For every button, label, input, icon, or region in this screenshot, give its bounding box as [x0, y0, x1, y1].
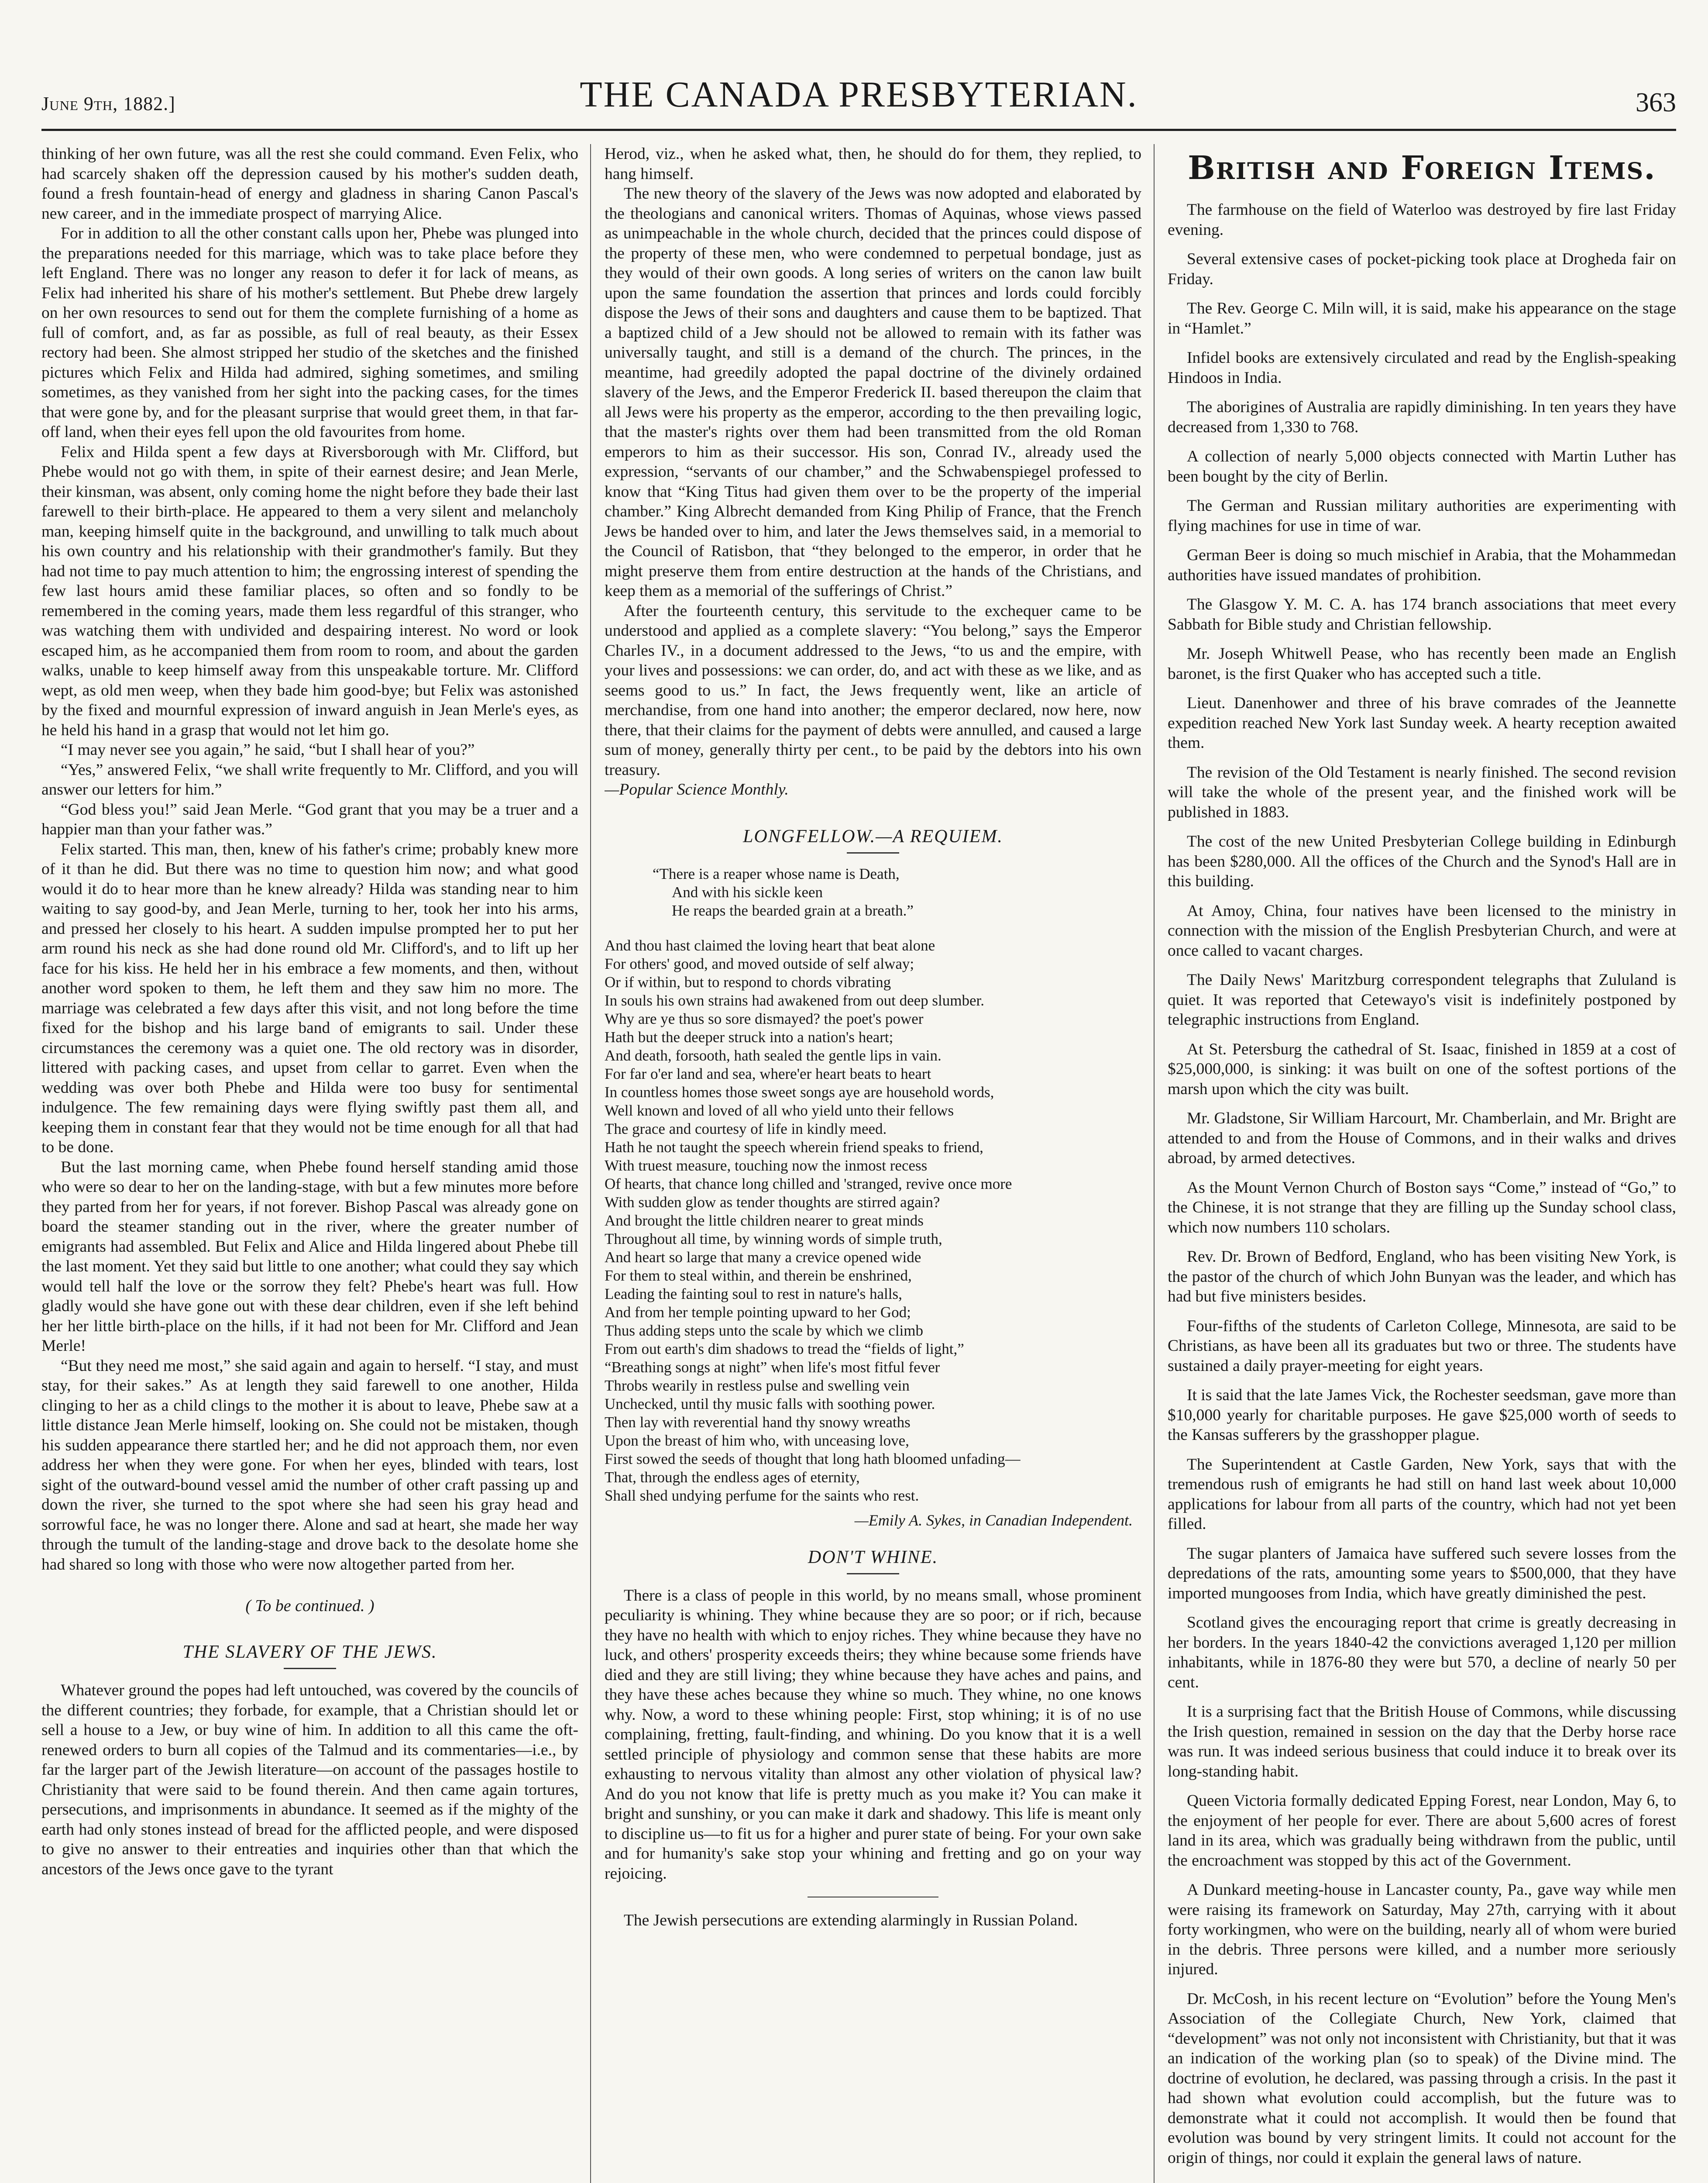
poem-line: Why are ye thus so sore dismayed? the poet's power: [605, 1010, 924, 1027]
article-paragraph: After the fourteenth century, this servitude to the exchequer came to be understood and applied as a complete slavery: “You belong,” says the Emperor Charles IV., in a document addressed to the Jews, “to us and the empire, with your lives and possessions: we can order, do, and act with these as we like, and as seems good to us.” In fact, the Jews frequently went, like an article of merchandise, from one hand into another; the emperor declared, now here, now there, that their claims for the payment of debts were annulled, and caused a large sum of money, generally thirty per cent., to be paid by the debtors into his own treasury.: [605, 602, 1141, 779]
title-rule: [284, 1668, 336, 1669]
article-paragraph: Herod, viz., when he asked what, then, he should do for them, they replied, to hang himself.: [605, 145, 1141, 183]
title-rule: [847, 1573, 899, 1574]
masthead-rule: [41, 129, 1676, 131]
news-item: Four-fifths of the students of Carleton College, Minnesota, are said to be Christians, as have been all its graduates but two or three. The students have sustained a daily prayer-meeting for eight years.: [1168, 1317, 1676, 1375]
column-rule: [590, 144, 591, 2183]
poem-line: In countless homes those sweet songs aye are household words,: [605, 1083, 994, 1101]
poem-title: LONGFELLOW.—A REQUIEM.: [743, 826, 1003, 847]
issue-date: June 9th, 1882.]: [41, 93, 175, 114]
news-item: Infidel books are extensively circulated and read by the English-speaking Hindoos in India.: [1168, 349, 1676, 387]
slavery-article-title: THE SLAVERY OF THE JEWS.: [182, 1642, 437, 1662]
poem-line: Of hearts, that chance long chilled and 'stranged, revive once more: [605, 1175, 1012, 1192]
news-item: It is a surprising fact that the British House of Commons, while discussing the Irish question, remained in session on the day that the Derby horse race was run. It was indeed serious business that could induce it to break over its long-standing habit.: [1168, 1703, 1676, 1780]
continued-note: ( To be continued. ): [245, 1597, 375, 1615]
column-2: [605, 144, 1141, 2183]
poem-line: Throughout all time, by winning words of simple truth,: [605, 1230, 942, 1247]
poem-line: First sowed the seeds of thought that long hath bloomed unfading—: [605, 1450, 1021, 1467]
news-item: At St. Petersburg the cathedral of St. Isaac, finished in 1859 at a cost of $25,000,000, is sinking: it was built on one of the softest portions of the marsh upon which the city was built.: [1168, 1040, 1676, 1098]
column-1: [41, 144, 578, 2183]
poem-line: Upon the breast of him who, with unceasing love,: [605, 1432, 909, 1449]
poem-line: For far o'er land and sea, where'er heart beats to heart: [605, 1065, 931, 1082]
news-item: The cost of the new United Presbyterian College building in Edinburgh has been $280,000. All the offices of the Church and the Synod's Hall are in this building.: [1168, 833, 1676, 890]
story-paragraph: “But they need me most,” she said again and again to herself. “I stay, and must stay, for their sakes.” As at length they said farewell to one another, Hilda clinging to her as a child clings to the mother it is about to leave, Phebe saw at a little distance Jean Merle himself, looking on. She could not be mistaken, though his sudden appearance there startled her; and he did not approach them, nor even address her when they were gone. For when her eyes, blinded with tears, lost sight of the outward-bound vessel amid the number of other craft passing up and down the river, she turned to the spot where she had seen his gray head and sorrowful face, he was no longer there. Alone and sad at heart, she made her way through the tumult of the landing-stage and drove back to the desolate home she had shared so long with those who were now altogether parted from her.: [41, 1357, 578, 1574]
news-item: The Superintendent at Castle Garden, New York, says that with the tremendous rush of emigrants he had still on hand last week about 10,000 applications for labour from all parts of the country, which had not yet been filled.: [1168, 1455, 1676, 1533]
poem-line: Throbs wearily in restless pulse and swelling vein: [605, 1377, 910, 1394]
article-source: —Popular Science Monthly.: [605, 781, 789, 799]
news-item: The Daily News' Maritzburg correspondent telegraphs that Zululand is quiet. It was reported that Cetewayo's visit is indefinitely postponed by telegraphic instructions from England.: [1168, 971, 1676, 1029]
news-item: Queen Victoria formally dedicated Epping Forest, near London, May 6, to the enjoyment of her people for ever. There are about 5,600 acres of forest land in its area, which was gradually being withdrawn from the public, until the encroachment was stopped by this act of the Government.: [1168, 1792, 1676, 1870]
story-paragraph: “Yes,” answered Felix, “we shall write frequently to Mr. Clifford, and you will answer our letters for him.”: [41, 761, 578, 799]
poem-line: And thou hast claimed the loving heart that beat alone: [605, 937, 935, 954]
news-item: Lieut. Danenhower and three of his brave comrades of the Jeannette expedition reached New York last Sunday week. A hearty reception awaited them.: [1168, 694, 1676, 752]
poem-epigraph: [653, 865, 1141, 920]
poem-line: For others' good, and moved outside of self alway;: [605, 955, 914, 972]
news-item: German Beer is doing so much mischief in Arabia, that the Mohammedan authorities have issued mandates of prohibition.: [1168, 546, 1676, 584]
british-foreign-items-heading: British and Foreign Items.: [1188, 149, 1656, 187]
poem-line: Thus adding steps unto the scale by which we climb: [605, 1322, 923, 1339]
story-paragraph: Felix and Hilda spent a few days at Riversborough with Mr. Clifford, but Phebe would not go with them, in spite of their earnest desire; and Jean Merle, their kinsman, was absent, only coming home the night before they bade their last farewell to their birth-place. He appeared to them a very silent and melancholy man, keeping himself quite in the background, and unwilling to talk much about his own country and his relationship with their grandmother's family. But they had not time to pay much attention to him; the engrossing interest of spending the few last hours amid these familiar places, so often and so fondly to be remembered in the coming years, made them less regardful of this stranger, who was watching them with undivided and despairing interest. No word or look escaped him, as he accompanied them from room to room, and about the garden walks, unable to keep himself away from this unspeakable torture. Mr. Clifford wept, as old men weep, when they bade him good-bye; but Felix was astonished by the fixed and mournful expression of inward anguish in Jean Merle's eyes, as he held his hand in a grasp that would not let him go.: [41, 443, 578, 739]
poem-line: Unchecked, until thy music falls with soothing power.: [605, 1395, 935, 1412]
news-item: The revision of the Old Testament is nearly finished. The second revision will take the whole of the present year, and the finished work will be published in 1883.: [1168, 763, 1676, 821]
news-item: Scotland gives the encouraging report that crime is greatly decreasing in her borders. In the years 1840-42 the convictions averaged 1,120 per million inhabitants, while in 1876-80 they were but 570, a decline of nearly 50 per cent.: [1168, 1614, 1676, 1691]
serial-story: [41, 144, 578, 1574]
poem-line: And brought the little children nearer to great minds: [605, 1212, 924, 1229]
column-3: [1168, 144, 1676, 2183]
story-paragraph: “God bless you!” said Jean Merle. “God grant that you may be a truer and a happier man than your father was.”: [41, 800, 578, 838]
poem-line: Leading the fainting soul to rest in nature's halls,: [605, 1285, 902, 1302]
story-paragraph: For in addition to all the other constant calls upon her, Phebe was plunged into the preparations needed for this marriage, which was to take place before they left England. There was no longer any reason to defer it for lack of means, as Felix had inherited his share of his mother's settlement. But Phebe drew largely on her own resources to send out for them the complete furnishing of a home as full of comfort, and, as far as possible, as full of real beauty, as their Essex rectory had been. She almost stripped her studio of the sketches and the finished pictures which Felix and Hilda had admired, sighing sometimes, and smiling sometimes, as they vanished from her sight into the packing cases, for the times that were gone by, and for the pleasant surprise that would greet them, in that far-off land, when their eyes fell upon the old favourites from home.: [41, 224, 578, 441]
article-paragraph: Whatever ground the popes had left untouched, was covered by the councils of the different countries; they forbade, for example, that a Christian should let or sell a house to a Jew, or buy wine of him. In addition to all this came the oft-renewed orders to burn all copies of the Talmud and its commentaries—i.e., by far the larger part of the Jewish literature—on account of the passages hostile to Christianity that were said to be found therein. And then came again tortures, persecutions, and imprisonments in abundance. It seemed as if the mighty of the earth had only stones instead of bread for the afflicted people, and were disposed to give no answer to their entreaties and inquiries other than that which the ancestors of the Jews once gave to the tyrant: [41, 1681, 578, 1878]
poem-line: And heart so large that many a crevice opened wide: [605, 1248, 921, 1266]
news-item: The farmhouse on the field of Waterloo was destroyed by fire last Friday evening.: [1168, 201, 1676, 239]
poem-line: Shall shed undying perfume for the saints who rest.: [605, 1487, 919, 1504]
poem-line: With truest measure, touching now the inmost recess: [605, 1157, 928, 1174]
news-item: Mr. Gladstone, Sir William Harcourt, Mr. Chamberlain, and Mr. Bright are attended to and from the House of Commons, and in their walks and drives abroad, by armed detectives.: [1168, 1109, 1676, 1167]
poem-line: From out earth's dim shadows to tread the “fields of light,”: [605, 1340, 964, 1357]
epigraph-line: He reaps the bearded grain at a breath.”: [672, 902, 914, 919]
story-paragraph: “I may never see you again,” he said, “but I shall hear of you?”: [61, 741, 475, 759]
poem-line: Well known and loved of all who yield unto their fellows: [605, 1102, 954, 1119]
news-item: It is said that the late James Vick, the Rochester seedsman, gave more than $10,000 yearly for charitable purposes. He gave $25,000 worth of seeds to the Kansas sufferers by the grasshopper plague.: [1168, 1386, 1676, 1444]
poem-attribution: —Emily A. Sykes, in Canadian Independent.: [854, 1511, 1133, 1529]
story-paragraph: thinking of her own future, was all the rest she could command. Even Felix, who had scarcely shaken off the depression caused by his mother's sudden death, found a fresh fountain-head of energy and gladness in sharing Canon Pascal's new career, and in the immediate prospect of marrying Alice.: [41, 145, 578, 223]
poem-line: Then lay with reverential hand thy snowy wreaths: [605, 1413, 911, 1431]
title-rule: [847, 852, 899, 854]
poem-line: Or if within, but to respond to chords vibrating: [605, 973, 891, 991]
epigraph-line: “There is a reaper whose name is Death,: [653, 865, 900, 882]
column-rule: [1154, 144, 1155, 2183]
news-item: Several extensive cases of pocket-picking took place at Drogheda fair on Friday.: [1168, 250, 1676, 288]
poem-line: That, through the endless ages of eternity,: [605, 1468, 860, 1486]
page-number: 363: [1636, 88, 1676, 117]
whine-article-title: DON'T WHINE.: [808, 1547, 938, 1567]
news-item: Rev. Dr. Brown of Bedford, England, who has been visiting New York, is the pastor of the church of which John Bunyan was the leader, and which has had but five ministers besides.: [1168, 1248, 1676, 1305]
poem-line: And death, forsooth, hath sealed the gentle lips in vain.: [605, 1047, 942, 1064]
poem-line: And from her temple pointing upward to her God;: [605, 1303, 911, 1321]
news-item: The Rev. George C. Miln will, it is said, make his appearance on the stage in “Hamlet.”: [1168, 300, 1676, 337]
poem-line: Hath but the deeper struck into a nation's heart;: [605, 1028, 894, 1046]
poem-body: [605, 937, 1141, 1505]
news-item: The aborigines of Australia are rapidly diminishing. In ten years they have decreased from 1,330 to 768.: [1168, 398, 1676, 436]
news-item: The sugar planters of Jamaica have suffered such severe losses from the depredations of the rats, amounting some years to $500,000, that they have imported mungooses from India, which have greatly diminished the pest.: [1168, 1544, 1676, 1602]
poem-line: The grace and courtesy of life in kindly meed.: [605, 1120, 887, 1137]
news-items-list: [1168, 200, 1676, 2168]
news-item: The Glasgow Y. M. C. A. has 174 branch associations that meet every Sabbath for Bible study and Christian fellowship.: [1168, 596, 1676, 634]
epigraph-line: And with his sickle keen: [672, 883, 823, 901]
news-item: Mr. Joseph Whitwell Pease, who has recently been made an English baronet, is the first Quaker who has accepted such a title.: [1168, 645, 1676, 683]
article-paragraph: There is a class of people in this world, by no means small, whose prominent peculiarity is whining. They whine because they are so poor; or if rich, because they have no health with which to enjoy riches. They whine because they have no luck, and others' prosperity exceeds theirs; they whine because some friends have died and they are still living; they whine because they have aches and pains, and they have these aches because they whine so much. They whine, no one knows why. Now, a word to these whining people: First, stop whining; it is of no use complaining, fretting, fault-finding, and whining. Do you know that it is a well settled principle of physiology and common sense that these habits are more exhausting to nervous vitality than almost any other violation of physical law? And do you not know that life is pretty much as you make it? You can make it bright and sunshiny, or you can make it dark and shadowy. This life is meant only to discipline us—to fit us for a higher and purer state of being. For your own sake and for humanity's sake stop your whining and fretting and go on your way rejoicing.: [605, 1586, 1141, 1883]
news-item: Dr. McCosh, in his recent lecture on “Evolution” before the Young Men's Association of the Collegiate Church, New York, claimed that “development” was not only not inconsistent with Christianity, but that it was an indication of the working plan (so to speak) of the Divine mind. The doctrine of evolution, he declared, was passing through a crisis. In the past it had shown what evolution could accomplish, but the future was to demonstrate what it could not accomplish. It would then be found that evolution was bound by very stringent limits. It could not account for the origin of things, nor could it explain the general laws of nature.: [1168, 1990, 1676, 2167]
poem-line: For them to steal within, and therein be enshrined,: [605, 1267, 912, 1284]
poem-line: “Breathing songs at night” when life's most fitful fever: [605, 1358, 940, 1376]
news-item: At Amoy, China, four natives have been licensed to the ministry in connection with the mission of the English Presbyterian Church, and were at once called to vacant charges.: [1168, 902, 1676, 960]
article-paragraph: The new theory of the slavery of the Jews was now adopted and elaborated by the theologians and canonical writers. Thomas of Aquinas, whose views passed as unimpeachable in the whole church, decided that the princes could dispose of the property of these men, who were condemned to perpetual bondage, just as they would of their own goods. A long series of writers on the canon law built upon the same foundation the assertion that princes and lords could forcibly dispose the Jews of their sons and daughters and cause them to be baptized. That a baptized child of a Jew should not be allowed to remain with its father was universally taught, and still is a demand of the church. The princes, in the meantime, had greedily adopted the papal doctrine of the divinely ordained slavery of the Jews, and the Emperor Frederick II. based thereupon the claim that all Jews were his property as the emperor, according to the then prevailing logic, that the master's rights over them had been transmitted from the old Roman emperors to him as their successor. His son, Conrad IV., already used the expression, “servants of our chamber,” and the Schwabenspiegel professed to know that “King Titus had given them over to be the property of the imperial chamber.” King Albrecht demanded from King Philip of France, that the French Jews be handed over to him, and later the Jews themselves said, in a memorial to the Council of Ratisbon, that “they belonged to the emperor, in order that he might preserve them from entire destruction at the hands of the Christians, and keep them as a memorial of the sufferings of Christ.”: [605, 185, 1141, 600]
news-item: A collection of nearly 5,000 objects connected with Martin Luther has been bought by the city of Berlin.: [1168, 448, 1676, 485]
poem-line: Hath he not taught the speech wherein friend speaks to friend,: [605, 1138, 983, 1156]
newspaper-title: THE CANADA PRESBYTERIAN.: [580, 74, 1138, 115]
news-item: The Jewish persecutions are extending alarmingly in Russian Poland.: [624, 1911, 1078, 1929]
poem-line: In souls his own strains had awakened from out deep slumber.: [605, 992, 984, 1009]
masthead: [41, 65, 1676, 118]
story-paragraph: Felix started. This man, then, knew of his father's crime; probably knew more of it than he did. But there was no time to question him now; and what good would it do to hear more than he knew already? Hilda was standing near to him waiting to say good-by, and Jean Merle, turning to her, took her into his arms, and pressed her closely to his heart. A sudden impulse prompted her to put her arm round his neck as she had done round old Mr. Clifford's, and to lift up her face for his kiss. He held her in his embrace a few moments, and then, without another word spoken to them, he left them and they saw him no more. The marriage was celebrated a few days after this visit, and not long before the time fixed for the bishop and his large band of emigrants to sail. Under these circumstances the ceremony was a quiet one. The old rectory was in disorder, littered with packing cases, and upset from cellar to garret. Even when the wedding was over both Phebe and Hilda were too busy for sentimental indulgence. The few remaining days were flying swiftly past them all, and keeping them in constant fear that they would not be time enough for all that had to be done.: [41, 840, 578, 1156]
news-item: As the Mount Vernon Church of Boston says “Come,” instead of “Go,” to the Chinese, it is not strange that they are filling up the Sunday school class, which now numbers 110 scholars.: [1168, 1178, 1676, 1236]
news-item: The German and Russian military authorities are experimenting with flying machines for use in time of war.: [1168, 497, 1676, 535]
news-item: A Dunkard meeting-house in Lancaster county, Pa., gave way while men were raising its framework on Saturday, May 27th, carrying with it about forty workingmen, who were on the building, nearly all of whom were buried in the debris. Three persons were killed, and a number more seriously injured.: [1168, 1881, 1676, 1978]
story-paragraph: But the last morning came, when Phebe found herself standing amid those who were so dear to her on the landing-stage, with but a few minutes more before they parted from her for years, if not forever. Bishop Pascal was already gone on board the steamer standing out in the river, where the greater number of emigrants had assembled. But Felix and Alice and Hilda lingered about Phebe till the last moment. Yet they said but little to one another; what could they say which would tell half the love or the sorrow they felt? Phebe's heart was full. How gladly would she have gone out with these dear children, even if she left behind her her little birth-place on the hills, if it had not been for Mr. Clifford and Jean Merle!: [41, 1158, 578, 1355]
poem-line: With sudden glow as tender thoughts are stirred again?: [605, 1193, 940, 1211]
